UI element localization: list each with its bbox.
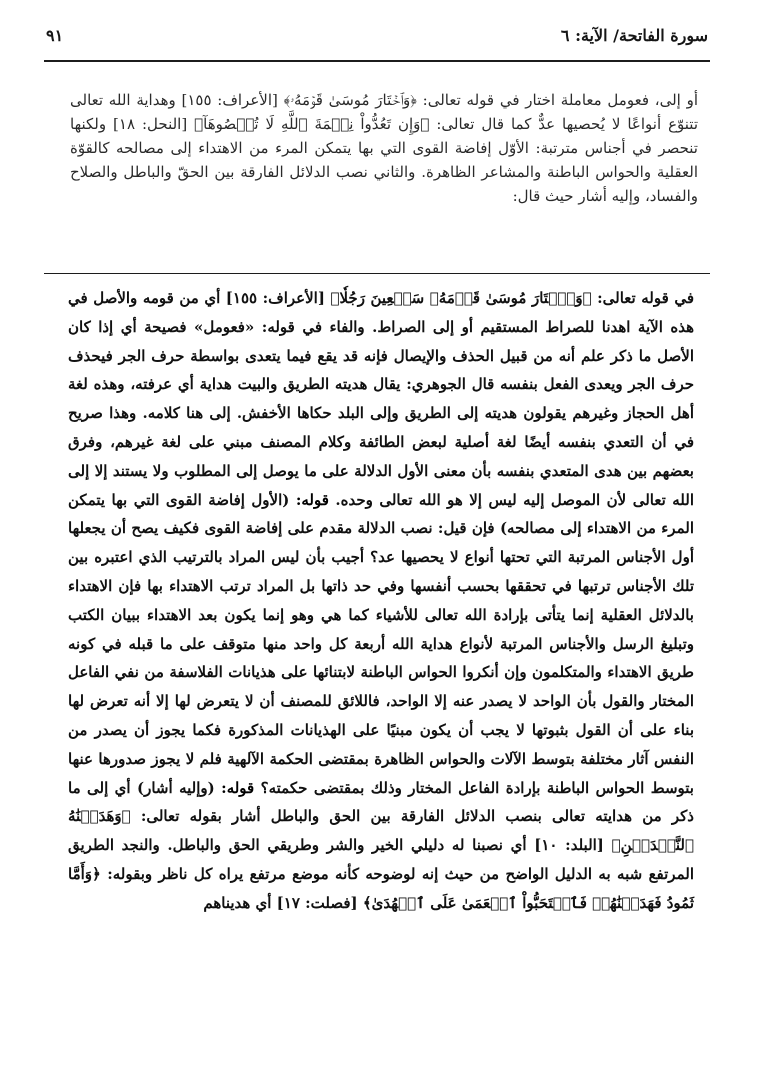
commentary-block <box>68 284 694 918</box>
footnote-divider <box>44 273 710 274</box>
qawluh-keyword: قوله: <box>221 778 255 797</box>
page-header <box>46 24 708 54</box>
running-title: سورة الفاتحة/ الآية: ٦ <box>560 26 708 45</box>
header-divider <box>44 60 710 62</box>
qawluh-keyword: قوله: <box>295 490 329 509</box>
commentary-text-2: (الأول إفاضة القوى التي بها يتمكن المرء من الاهتداء إلى مصالحه) فإن قيل: نصب الدلالة مقدم على إفاضة القوى فكيف يصح أن يجعلها أول الأجناس المرتبة التي تحتها أنواع لا يحصيها عد؟ أجيب بأن ليس المراد بالترتيب الذي اعتبره بين تلك الأجناس ترتبها في تحققها بحسب أنفسها وفي حد ذاتها بل المراد ترتب الاهتداء بها فإن الاهتداء بالدلائل العقلية إنما يتأتى بإرادة الله تعالى للأشياء كما هي وهو إنما يكون بعد الاهتداء ببيان الكتب وتبليغ الرسل والأجناس المرتبة لأنواع هداية الله أربعة كل واحد منها متوقف على ما قبله في كونه طريق الاهتداء والمتكلمون وإن أنكروا الحواس الباطنة لابتنائها على هذيانات الفلاسفة من نفي الفاعل المختار والقول بأن الواحد لا يصدر عنه إلا الواحد، فاللائق للمصنف أن لا يتعرض لها إلا أنه تعرض لها بناء على أن القول بثبوتها لا يجب أن يكون مبنيًا على الهذيانات المذكورة فكما يجوز أن يصدر من النفس آثار مختلفة بتوسط الآلات والحواس الظاهرة بمقتضى الحكمة الآلهية فلم لا يجوز صدورها عنها بتوسط الحواس الباطنة بإرادة الفاعل المختار وذلك بمقتضى حكمته؟ <box>68 490 694 797</box>
commentary-text-3: (وإليه أشار) أي إلى ما ذكر من هدايته تعالى بنصب الدلائل الفارقة بين الحق والباطل أشار بقوله تعالى: ﴿وَهَدَيۡنَٰهُ ٱلنَّجۡدَيۡنِ﴾ [البلد: ١٠] أي نصبنا له دليلي الخير والشر وطريقي الحق والباطل. والنجد الطريق المرتفع شبه به الدليل الواضح من حيث إنه لوضوحه كأنه موضع مرتفع يراه كل ناظر وبقوله: ﴿وَأَمَّا ثَمُودُ فَهَدَيۡنَٰهُمۡ فَٱسۡتَحَبُّواْ ٱلۡعَمَىٰ عَلَى ٱلۡهُدَىٰ﴾ [فصلت: ١٧] أي هديناهم <box>68 778 694 912</box>
page-number: ٩١ <box>46 26 64 45</box>
commentary-paragraph <box>68 284 694 918</box>
commentary-text-1: في قوله تعالى: ﴿وَٱخۡتَارَ مُوسَىٰ قَوۡمَهُۥ سَبۡعِينَ رَجُلٗا﴾ [الأعراف: ١٥٥] أي من قومه والأصل في هذه الآية اهدنا للصراط المستقيم أو إلى الصراط. والفاء في قوله: «فعومل» فصيحة أي إذا كان الأصل ما ذكر علم أنه من قبيل الحذف والإيصال فإنه قد يقع فيما يتعدى بواسطة حرف الجر فيحذف حرف الجر ويعدى الفعل بنفسه قال الجوهري: يقال هديته الطريق والبيت هداية أي عرفته، وهذه لغة أهل الحجاز وغيرهم يقولون هديته إلى الطريق وإلى البلد حكاها الأخفش. إلى هنا كلامه. وهذا صريح في أن التعدي بنفسه أيضًا لغة أصلية لبعض الطائفة وكلام المصنف مبني على لغة غيرهم، وفرق بعضهم بين هدى المتعدي بنفسه بأن معنى الأول الدلالة على ما يوصل إلى المطلوب ولا يستند إلا إلى الله تعالى لأن الموصل إليه ليس إلا هو الله تعالى وحده. <box>68 289 694 509</box>
main-text-block <box>70 88 698 208</box>
main-text-paragraph: أو إلى، فعومل معاملة اختار في قوله تعالى: ﴿وَٱخۡتَارَ مُوسَىٰ قَوۡمَهُۥ﴾ [الأعراف: ١٥٥] وهداية الله تعالى تتنوّع أنواعًا لا يُحصيها عدٌّ كما قال تعالى: ﴿وَإِن تَعُدُّواْ نِعۡمَةَ ٱللَّهِ لَا تُحۡصُوهَآ﴾ [النحل: ١٨] ولكنها تنحصر في أجناس مترتبة: الأوّل إفاضة القوى التي بها يتمكن المرء من الاهتداء إلى مصالحه كالقوّة العقلية والحواس الباطنة والمشاعر الظاهرة. والثاني نصب الدلائل الفارقة بين الحقّ والباطل والصلاح والفساد، وإليه أشار حيث قال: <box>70 91 698 205</box>
